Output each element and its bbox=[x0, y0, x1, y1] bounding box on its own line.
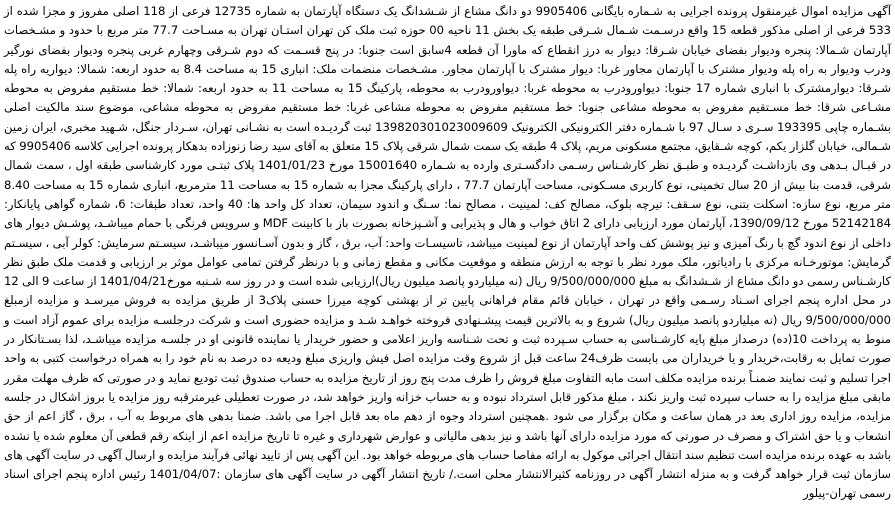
notice-body-text: آگهی مزایده اموال غیرمنقول پرونده اجرایی به شـماره بایگانی 9905406 دو دانگ مشاع از شـشدانگ یک دستگاه آپارتمان به شماره 12735 فرعی از 118 اصلی مفروز و مجزا شده از 533 فرعی از اصلی مذکور قطعه 15 واقع درسـمت شـمال شـرقی طبقه یک بخش 11 ناحیه 00 حوزه ثبت ملک کن تهران استـان تهران به مسـاحت 77.7 متر مربع با حدود و مشـخصات آپارتمان شـمالا: پنجره ودیوار بفضای خیابان شـرقا: دیوار به درز انقطاع که ماورا آن قطعه 4سابق است جنوبا: در پنج قسـمت که دوم شـرقی وچهارم غربی پنجره ودیوار بفضای نورگیر ودرب ودیوار به راه پله ودیوار مشترک با آپارتمان مجاور غربا: دیوار مشترک با آپارتمان مجاور. مشـخصات منضمات ملک: انباری 15 به مساحت 8.4 به حدود اربعه: شمالا: دیواریه راه پله شـرقا: دیوارمشترک با انباری شماره 17 جنوبا: دیواورودرب به محوطه غربا: دیواورودرب به محوطه، پارکینگ 15 به مساحت 11 به حدود اربعه: شمالا: خط مستقیم مفروض به محوطه مشـاعی شرقا: خط مسـتقیم مفروض به محوطه مشاعی جنوبا: خط مستقیم مفروض به محوطه مشاعی غربا: خط مستقیم مفروض به محوطه مشاعی، موضوع سند مالکیت اصلی بشـماره چاپی 193395 سـری د سـال 97 با شـماره دفتر الکترونیکی الکترونیک 139820301023009609 ثبت گردیـده است به نشـانی تهران، سـردار جنگل، شـهید مخبری، ایران زمین شـمالی، خیابان گلزار یکم، کوچه شـقایق، مجتمع مسکونی مریم، پلاک 4 طبقه یک سمت شمال شرقی پلاک 15 متعلق به آقای سید رضا زنوزاده بدهکار پرونده اجرایی کلاسه 9905406 که در قبـال بـدهی وی بازداشـت گردیـده و طبـق نظر کارشـناس رسـمی دادگسـتری وارده به شـماره 15001640 مورخ 1401/01/23 پلاک ثبتـی مورد کارشناسی طبقه اول ، سمت شمال شرقی، قدمت بنا بیش از 20 سال تخمینی، نوع کاربری مسـکونی، مساحت آپارتمان 77.7 ، دارای پارکینگ مجزا به شماره 15 به مساحت 11 مترمربع، انباری شماره 15 به مساحت 8.40 متر مربع، نوع سازه: اسکلت بتنی، نوع سـقف: تیرچه بلوک، مصالح کف: لمینیت ، مصالح نما: سـنگ و اندود سیمان، تعداد کل واحد ها: 40 واحد، تعداد طبقات: 6، شماره گواهی پایانکار: 52142184 مورخ 1390/09/12، آپارتمان مورد ارزیابی دارای 2 اتاق خواب و هال و پذیرایی و آشـپزخانه بصورت باز با کابینت MDF و سرویس فرنگی با حمام میباشـد، پوشـش دیوار های داخلی از نوع اندود گچ با رنگ آمیزی و نیز پوشش کف واحد آپارتمان از نوع لمینیت میباشد، تاسیسـات واحد: آب، برق ، گاز و بدون آسـانسور میباشـد، سیسـتم سرمایش: کولر آبی ، سیسـتم گرمایش: موتورخـانه مرکزی با رادیاتور، ملک مورد نظر با توجه به ارزش منطقه و موقعیت مکانی و مقطع زمانی و با درنظر گرفتن تمامی عوامل موثر بر ارزیابی و قدمت ملک طبق نظر کارشـناس رسمی دو دانگ مشاع از شـشدانگ به مبلغ 9/500/000/000 ریال (نه میلیاردو پانصد میلیون ریال)ارزیابی شده است و در روز سه شـنبه مورخ1401/04/21 از ساعت 9 الی 12 در محل اداره پنجم اجرای اسـناد رسـمی واقع در تهران ، خیابان قائم مقام فراهانی پایین تر از بهشتی کوچه میرزا حسنی پلاک3 از طریق مزایده به فروش میرسـد و مزایده ازمبلغ 9/500/000/000 ریال (نه میلیاردو پانصد میلیون ریال) شروع و به بالاترین قیمت پیشـنهادی فروخته خواهـد شـد و مزایده حضوری است و شرکت درجلسـه مزایده برای عموم آزاد است و منوط به پرداخت 10(ده) درصداز مبلغ پایه کارشـناسی به حساب سـپرده ثبت و تحت شـناسه واریز اعلامی و حضور خریدار یا نماینده قانونی او در جلسـه مزایده میباشـد، لذا بسـتانکار در صورت تمایل به رقابت،خریدار و یا خریداران می بایست ظرف24 ساعت قبل از شروع وقت مزایده اصل فیش واریزی مبلغ ودیعه ده درصد به نام خود را به همراه درخواست کتبی به واحد اجرا تسلیم و ثبت نمایند ضمنـاً برنده مزایده مکلف است مابه التفاوت مبلغ فروش را ظرف مدت پنج روز از تاریخ مزایده به حساب صندوق ثبت تودیع نماید و در صورتی که ظرف مهلت مقرر مابقی مبلغ مزایده را به حساب سپرده ثبت واریز نکند ، مبلغ مذکور قابل استرداد نبوده و به حساب خزانه واریز خواهد شد، در صورت تعطیلی غیرمترقبه روز مزایده یا بروز اشکال در جلسه مزایده، مزایده روز اداری بعد در همان ساعت و مکان برگزار می شود .همچنین استرداد وجوه از دهم ماه بعد قابل اجرا می باشد. ضمنا بدهی های مربوط به آب ، برق ، گاز اعم از حق انشعاب و یا حق اشتراک و مصرف در صورتی که مورد مزایده دارای آنها باشد و نیز بدهی مالیاتی و عوارض شهرداری و غیره تا تاریخ مزایده اعم از اینکه رقم قطعی آن معلوم شده یا نشده باشد به عهده برنده مزایده است تنظیم سند انتقال اجرائی موکول به ارائه مفاصا حساب های مربوطه خواهد بود. این آگهی پس از تایید نهائی فرآیند مزایده و ارسال آگهی در سایت آگهی های سازمان ثبت قرار خواهد گرفت و به منزله انتشار آگهی در روزنامه کثیرالانتشار محلی است./ تاریخ انتشار آگهی در سایت آگهی های سازمان :1401/04/07 رئیس اداره پنجم اجرای اسناد رسمی تهران-پیلور bbox=[4, 4, 892, 501]
